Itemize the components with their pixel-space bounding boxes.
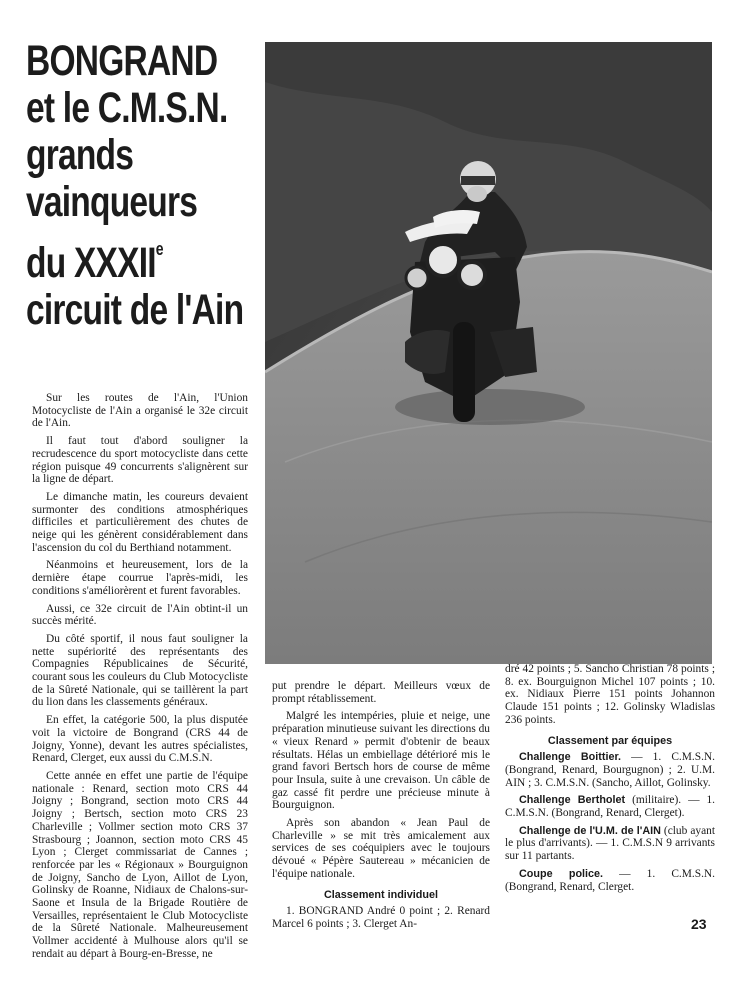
paragraph: Le dimanche matin, les coureurs devaient surmonter des conditions atmosphériques difficiles et particulièrement des chutes de neige qui les génèrent considérablement dans l'ascension du col du Berthiand notamment. [32,490,248,554]
paragraph: Malgré les intempéries, pluie et neige, une préparation minutieuse suivant les directions du « vieux Renard » permit d'obtenir de beaux résultats. Hélas un embiellage détérioré mis le grand favori Bertsch hors de course de même pour Insula, suite à une crevaison. Un câble de gaz cassé fit perdre une précieuse minute à Bourguignon. [272,710,490,812]
section-title-teams: Classement par équipes [547,734,673,747]
paragraph: dré 42 points ; 5. Sancho Christian 78 points ; 8. ex. Bourguignon Michel 107 points ; 10. ex. Nidiaux Pierre 151 points Johannon Claude 151 points ; 12. Golinsky Wladislas 236 points. [505,663,715,726]
headline-line: grands [26,131,134,179]
paragraph: Après son abandon « Jean Paul de Charleville » se mit très amicalement aux services de ses coéquipiers avec le toujours dévoué « Pépère Sautereau » mécanicien de l'équipe nationale. [272,817,490,880]
article-column-2 [272,680,490,936]
article-column-3 [505,663,715,898]
motorcycle-rider-photo [265,42,712,664]
headline-text: du XXXII [26,239,156,287]
headline-line: vainqueurs [26,178,198,226]
headline-line: et le C.M.S.N. [26,84,228,132]
challenge-entry [505,751,715,789]
headline-line: BONGRAND [26,37,218,85]
paragraph: Cette année en effet une partie de l'équipe nationale : Renard, section moto CRS 44 Joigny ; Bongrand, section moto CRS 44 Joigny ; Bertsch, section moto CRS 23 Charleville ; Vollmer section moto CRS 37 Strasbourg ; Joannon, section moto CRS 45 Lyon ; Clerget commissariat de Cannes ; renforcée par les « Régionaux » Bourguignon de Joigny, Sancho de Lyon, Aillot de Lyon, Golinsky de Roanne, Nidiaux de Chalons-sur-Saone et Insula de la Brigade Routière de Versailles, représentaient le Club Motocycliste de la Sûreté Nationale. Malheureusement Vollmer accidenté à Mulhouse alors qu'il se rendait au départ à Bourg-en-Bresse, ne [32,769,248,960]
paragraph: Sur les routes de l'Ain, l'Union Motocycliste de l'Ain a organisé le 32e circuit de l'Ain. [32,392,248,430]
challenge-label: Challenge Boittier. [519,751,622,764]
headline-line: circuit de l'Ain [26,286,244,334]
challenge-label: Coupe police. [519,867,604,880]
section-title-individual: Classement individuel [324,888,438,901]
challenge-label: Challenge Bertholet [519,794,626,807]
challenge-text: (militaire). — 1. C.M.S.N. (Bongrand, Renard, Clerget). [505,794,715,820]
challenge-entry [505,825,715,863]
challenge-text: (club ayant le plus d'arrivants). — 1. C.M.S.N 9 arrivants sur 11 partants. [505,824,715,863]
challenge-entry [505,868,715,893]
paragraph: Du côté sportif, il nous faut souligner la nette supériorité des représentants des Compagnies Républicaines de Sécurité, courant sous les couleurs du Club Motocycliste de la Sûreté Nationale, qui se taillèrent la part du lion dans les classements généraux. [32,632,248,709]
challenge-text: — 1. C.M.S.N. (Bongrand, Renard, Clerget. [505,867,716,893]
paragraph: En effet, la catégorie 500, la plus disputée voit la victoire de Bongrand (CRS 44 de Joigny, Yonne), devant les autres spécialistes, Renard, Clerget, eux aussi du C.M.S.N. [32,714,248,765]
challenge-entry [505,794,715,819]
challenge-label: Challenge de l'U.M. de l'AIN [519,824,661,837]
article-column-1 [32,392,248,966]
paragraph: 1. BONGRAND André 0 point ; 2. Renard Marcel 6 points ; 3. Clerget An- [272,905,490,930]
paragraph: Aussi, ce 32e circuit de l'Ain obtint-il un succès mérité. [32,602,248,628]
challenge-text: — 1. C.M.S.N. (Bongrand, Renard, Bourgugnon) ; 2. U.M. AIN ; 3. C.M.S.N. (Sancho, Aillot, Golinsky. [505,751,716,789]
headline-superscript: e [155,239,163,259]
page-number: 23 [691,916,707,932]
paragraph: Il faut tout d'abord souligner la recrudescence du sport motocycliste dans cette région puisque 49 concurrents s'alignèrent sur la ligne de départ. [32,435,248,486]
paragraph: Néanmoins et heureusement, lors de la dernière étape courrue l'après-midi, les conditions s'améliorèrent et furent favorables. [32,559,248,597]
paragraph: put prendre le départ. Meilleurs vœux de prompt rétablissement. [272,680,490,705]
article-headline [26,37,244,334]
headline-line [26,226,204,287]
